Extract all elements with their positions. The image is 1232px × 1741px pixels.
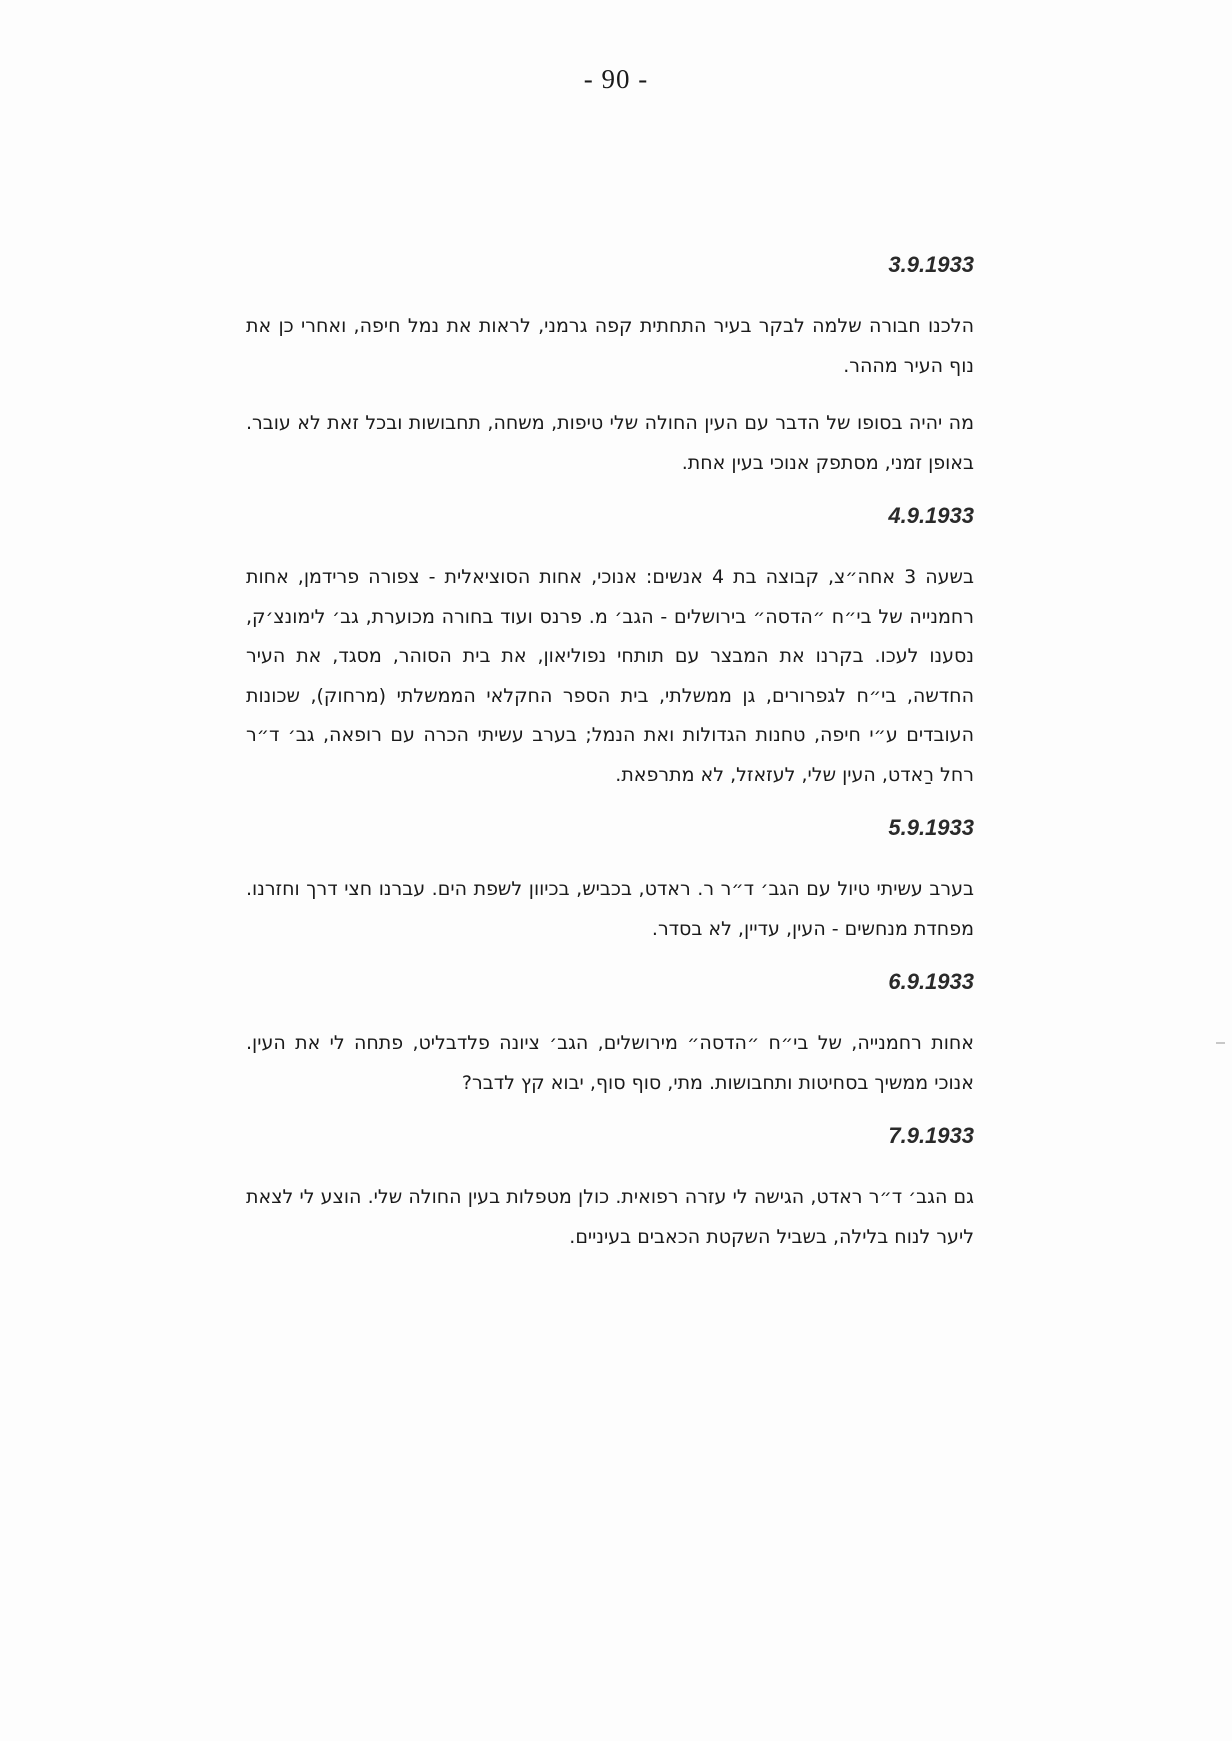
entry-date: 5.9.1933 <box>888 815 974 840</box>
entry-paragraph: הלכנו חבורה שלמה לבקר בעיר התחתית קפה גרמני, לראות את נמל חיפה, ואחרי כן את נוף העיר מההר. <box>246 315 974 377</box>
entry-paragraph: מה יהיה בסופו של הדבר עם העין החולה שלי טיפות, משחה, תחבושות ובכל זאת לא עובר. באופן זמני, מסתפק אנוכי בעין אחת. <box>246 412 974 474</box>
entry-paragraph: בשעה 3 אחה״צ, קבוצה בת 4 אנשים: אנוכי, אחות הסוציאלית - צפורה פרידמן, אחות רחמנייה של בי״ח ״הדסה״ בירושלים - הגב׳ מ. פרנס ועוד בחורה מכוערת, גב׳ לימונצ׳ק, נסענו לעכו. בקרנו את המבצר עם תותחי נפוליאון, את בית הסוהר, מסגד, את העיר החדשה, בי״ח לגפרורים, גן ממשלתי, בית הספר החקלאי הממשלתי (מרחוק), שכונות העובדים ע״י חיפה, טחנות הגדולות ואת הנמל; בערב עשיתי הכרה עם רופאה, גב׳ ד״ר רחל רַאדט, העין שלי, לעזאזל, לא מתרפאת. <box>246 566 975 786</box>
page-number: - 90 - <box>583 64 649 94</box>
diary-entry <box>246 1121 974 1257</box>
entry-paragraph: גם הגב׳ ד״ר ראדט, הגישה לי עזרה רפואית. כולן מטפלות בעין החולה שלי. הוצע לי לצאת ליער לנוח בלילה, בשביל השקטת הכאבים בעיניים. <box>246 1186 974 1248</box>
entry-date: 4.9.1933 <box>888 503 974 528</box>
diary-entry <box>246 813 974 949</box>
entry-paragraph: בערב עשיתי טיול עם הגב׳ ד״ר ר. ראדט, בכביש, בכיוון לשפת הים. עברנו חצי דרך וחזרנו. מפחדת מנחשים - העין, עדיין, לא בסדר. <box>246 878 974 940</box>
diary-entry <box>246 501 974 795</box>
diary-entries <box>246 250 974 1257</box>
scan-mark <box>1216 1042 1225 1044</box>
entry-paragraph: אחות רחמנייה, של בי״ח ״הדסה״ מירושלים, הגב׳ ציונה פלדבליט, פתחה לי את העין. אנוכי ממשיך בסחיטות ותחבושות. מתי, סוף סוף, יבוא קץ לדבר? <box>246 1032 974 1094</box>
entry-date: 7.9.1933 <box>888 1123 974 1148</box>
diary-entry <box>246 967 974 1103</box>
entry-date: 6.9.1933 <box>888 969 974 994</box>
entry-date: 3.9.1933 <box>888 252 974 277</box>
diary-entry <box>246 250 974 483</box>
